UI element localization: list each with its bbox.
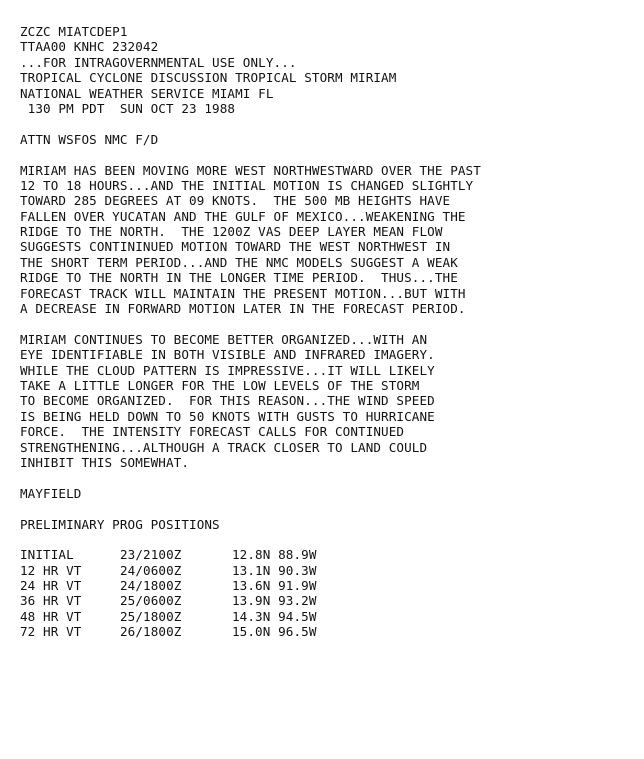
forecaster-signature: MAYFIELD (20, 485, 82, 501)
paragraph-line: RIDGE TO THE NORTH. THE 1200Z VAS DEEP LAYER MEAN FLOW (20, 224, 443, 240)
spacer (20, 470, 632, 485)
spacer (20, 316, 632, 331)
forecast-time: 23/2100Z (120, 547, 182, 563)
prog-positions-title: PRELIMINARY PROG POSITIONS (20, 516, 220, 532)
paragraph-line: MIRIAM CONTINUES TO BECOME BETTER ORGANIZED...WITH AN (20, 331, 428, 347)
forecast-position: 13.6N 91.9W (232, 578, 317, 594)
paragraph-intensity (20, 332, 632, 471)
header-line: TTAA00 KNHC 232042 (20, 39, 159, 55)
attn-line: ATTN WSFOS NMC F/D (20, 131, 159, 147)
forecast-position: 14.3N 94.5W (232, 608, 317, 624)
header-line: 130 PM PDT SUN OCT 23 1988 (20, 100, 236, 116)
forecast-position: 13.1N 90.3W (232, 562, 317, 578)
forecast-position: 15.0N 96.5W (232, 624, 317, 640)
forecast-label: 12 HR VT (20, 562, 82, 578)
spacer (20, 147, 632, 162)
paragraph-line: FORCE. THE INTENSITY FORECAST CALLS FOR CONTINUED (20, 424, 405, 440)
forecast-time: 24/0600Z (120, 562, 182, 578)
paragraph-line: RIDGE TO THE NORTH IN THE LONGER TIME PERIOD. THUS...THE (20, 270, 458, 286)
header-line: TROPICAL CYCLONE DISCUSSION TROPICAL STORM MIRIAM (20, 70, 397, 86)
table-row (20, 624, 632, 639)
paragraph-line: THE SHORT TERM PERIOD...AND THE NMC MODELS SUGGEST A WEAK (20, 254, 458, 270)
table-row (20, 547, 632, 562)
paragraph-line: EYE IDENTIFIABLE IN BOTH VISIBLE AND INFRARED IMAGERY. (20, 347, 435, 363)
forecast-position: 12.8N 88.9W (232, 547, 317, 563)
forecast-time: 25/1800Z (120, 608, 182, 624)
paragraph-line: SUGGESTS CONTININUED MOTION TOWARD THE WEST NORTHWEST IN (20, 239, 451, 255)
forecast-time: 24/1800Z (120, 578, 182, 594)
header-block (20, 24, 632, 116)
paragraph-line: IS BEING HELD DOWN TO 50 KNOTS WITH GUSTS TO HURRICANE (20, 408, 435, 424)
header-line: ZCZC MIATCDEP1 (20, 24, 128, 39)
forecast-label: 24 HR VT (20, 578, 82, 594)
forecast-label: 48 HR VT (20, 608, 82, 624)
table-row (20, 609, 632, 624)
paragraph-line: WHILE THE CLOUD PATTERN IS IMPRESSIVE...IT WILL LIKELY (20, 362, 435, 378)
spacer (20, 532, 632, 547)
paragraph-line: TOWARD 285 DEGREES AT 09 KNOTS. THE 500 MB HEIGHTS HAVE (20, 193, 451, 209)
paragraph-line: FALLEN OVER YUCATAN AND THE GULF OF MEXICO...WEAKENING THE (20, 208, 466, 224)
paragraph-motion (20, 163, 632, 317)
paragraph-line: MIRIAM HAS BEEN MOVING MORE WEST NORTHWESTWARD OVER THE PAST (20, 162, 481, 178)
paragraph-line: TO BECOME ORGANIZED. FOR THIS REASON...THE WIND SPEED (20, 393, 435, 409)
forecast-label: 36 HR VT (20, 593, 82, 609)
forecast-label: INITIAL (20, 547, 74, 563)
forecast-time: 26/1800Z (120, 624, 182, 640)
table-row (20, 593, 632, 608)
forecast-time: 25/0600Z (120, 593, 182, 609)
paragraph-line: STRENGTHENING...ALTHOUGH A TRACK CLOSER TO LAND COULD (20, 439, 428, 455)
header-line: ...FOR INTRAGOVERNMENTAL USE ONLY... (20, 54, 297, 70)
spacer (20, 501, 632, 516)
table-row (20, 563, 632, 578)
prog-positions-table (20, 547, 632, 639)
paragraph-line: 12 TO 18 HOURS...AND THE INITIAL MOTION IS CHANGED SLIGHTLY (20, 177, 474, 193)
header-line: NATIONAL WEATHER SERVICE MIAMI FL (20, 85, 274, 101)
paragraph-line: FORECAST TRACK WILL MAINTAIN THE PRESENT MOTION...BUT WITH (20, 285, 466, 301)
paragraph-line: INHIBIT THIS SOMEWHAT. (20, 454, 190, 470)
forecast-label: 72 HR VT (20, 624, 82, 640)
spacer (20, 116, 632, 131)
paragraph-line: A DECREASE IN FORWARD MOTION LATER IN THE FORECAST PERIOD. (20, 301, 466, 317)
forecast-position: 13.9N 93.2W (232, 593, 317, 609)
discussion-document (20, 24, 632, 640)
paragraph-line: TAKE A LITTLE LONGER FOR THE LOW LEVELS OF THE STORM (20, 377, 420, 393)
table-row (20, 578, 632, 593)
